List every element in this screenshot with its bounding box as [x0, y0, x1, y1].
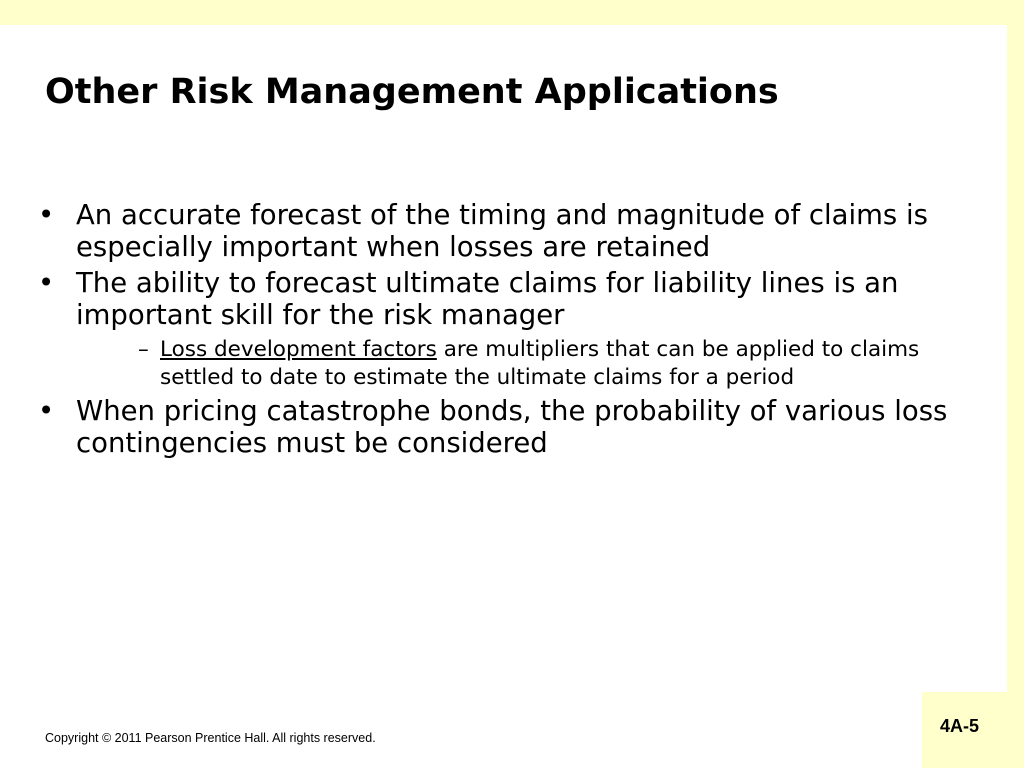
slide-title: Other Risk Management Applications — [45, 72, 779, 112]
page-number: 4A-5 — [940, 716, 980, 736]
bullet-item-3 — [36, 396, 976, 459]
dash-marker: – — [138, 337, 149, 362]
copyright-notice: Copyright © 2011 Pearson Prentice Hall. All rights reserved. — [45, 731, 376, 745]
bullet-marker: • — [38, 267, 55, 299]
bullet-item-1 — [36, 200, 976, 263]
bullet-item-2 — [36, 268, 976, 391]
sub-bullet-list — [76, 336, 976, 391]
bullet-text: The ability to forecast ultimate claims for liability lines is an important skill for the risk manager — [76, 267, 899, 331]
bullet-text: An accurate forecast of the timing and magnitude of claims is especially important when losses are retained — [76, 199, 928, 263]
sub-bullet-item — [122, 336, 976, 391]
loss-development-factors-term: Loss development factors — [160, 337, 437, 362]
bullet-text: When pricing catastrophe bonds, the probability of various loss contingencies must be considered — [76, 395, 948, 459]
sub-bullet-text: are multipliers that can be applied to claims settled to date to estimate the ultimate claims for a period — [160, 337, 920, 390]
bullet-list — [36, 200, 976, 464]
bullet-marker: • — [38, 199, 55, 231]
slide-body — [0, 25, 1007, 768]
bullet-marker: • — [38, 395, 55, 427]
